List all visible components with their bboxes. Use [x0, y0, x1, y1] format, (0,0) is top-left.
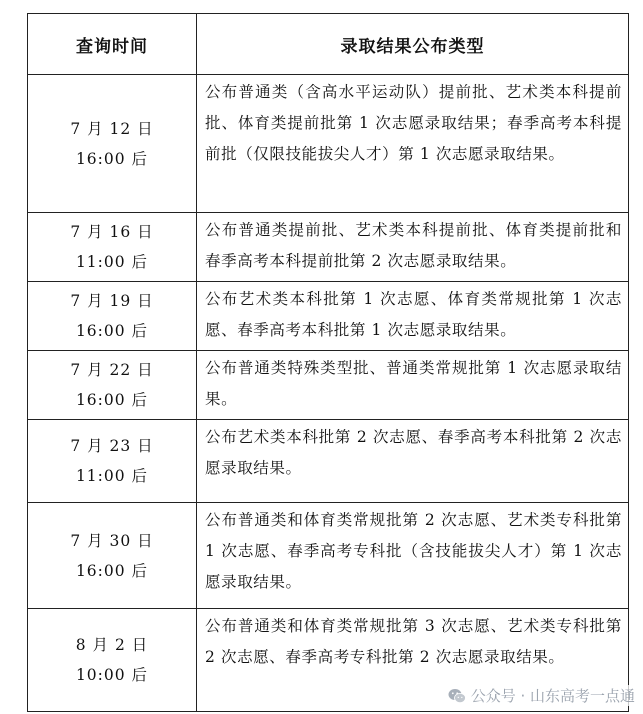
watermark-text: 公众号 · 山东高考一点通 [470, 687, 635, 705]
query-date: 7 月 12 日 [70, 119, 154, 138]
query-date: 7 月 22 日 [70, 361, 154, 379]
query-hour: 10:00 后 [75, 666, 149, 684]
query-time-cell [28, 351, 197, 420]
query-time-cell [28, 213, 197, 282]
query-hour: 11:00 后 [75, 253, 149, 271]
schedule-table-container [27, 13, 628, 712]
query-time-cell [28, 75, 197, 213]
wechat-icon [448, 688, 466, 704]
table-row [28, 75, 629, 213]
query-hour: 11:00 后 [75, 467, 149, 485]
result-type-cell: 公布艺术类本科批第 2 次志愿、春季高考本科批第 2 次志愿录取结果。 [197, 420, 629, 503]
query-date: 7 月 30 日 [70, 531, 154, 550]
table-row [28, 420, 629, 503]
table-header-row [28, 14, 629, 75]
result-type-cell: 公布普通类特殊类型批、普通类常规批第 1 次志愿录取结果。 [197, 351, 629, 420]
result-type-cell: 公布普通类（含高水平运动队）提前批、艺术类本科提前批、体育类提前批第 1 次志愿录取结果；春季高考本科提前批（仅限技能拔尖人才）第 1 次志愿录取结果。 [197, 75, 629, 213]
header-result-type: 录取结果公布类型 [197, 14, 629, 75]
query-time-cell [28, 503, 197, 609]
query-hour: 16:00 后 [75, 322, 149, 340]
result-type-cell: 公布普通类和体育类常规批第 2 次志愿、艺术类专科批第 1 次志愿、春季高考专科批（含技能拔尖人才）第 1 次志愿录取结果。 [197, 503, 629, 609]
result-type-cell: 公布普通类和体育类常规批第 3 次志愿、艺术类专科批第 2 次志愿、春季高考专科批第 2 次志愿录取结果。 [197, 609, 629, 712]
query-date: 7 月 19 日 [70, 292, 154, 310]
query-time-cell [28, 282, 197, 351]
wechat-watermark [446, 685, 637, 706]
header-query-time: 查询时间 [28, 14, 197, 75]
admission-schedule-table [27, 13, 629, 712]
query-time-cell [28, 609, 197, 712]
table-row [28, 213, 629, 282]
query-hour: 16:00 后 [75, 561, 149, 580]
table-row [28, 282, 629, 351]
table-row [28, 503, 629, 609]
result-type-cell: 公布艺术类本科批第 1 次志愿、体育类常规批第 1 次志愿、春季高考本科批第 1 次志愿录取结果。 [197, 282, 629, 351]
query-hour: 16:00 后 [75, 149, 149, 168]
result-type-cell: 公布普通类提前批、艺术类本科提前批、体育类提前批和春季高考本科提前批第 2 次志愿录取结果。 [197, 213, 629, 282]
query-date: 8 月 2 日 [75, 636, 149, 654]
table-row [28, 351, 629, 420]
query-date: 7 月 16 日 [70, 223, 154, 241]
query-time-cell [28, 420, 197, 503]
query-hour: 16:00 后 [75, 391, 149, 409]
query-date: 7 月 23 日 [70, 437, 154, 455]
